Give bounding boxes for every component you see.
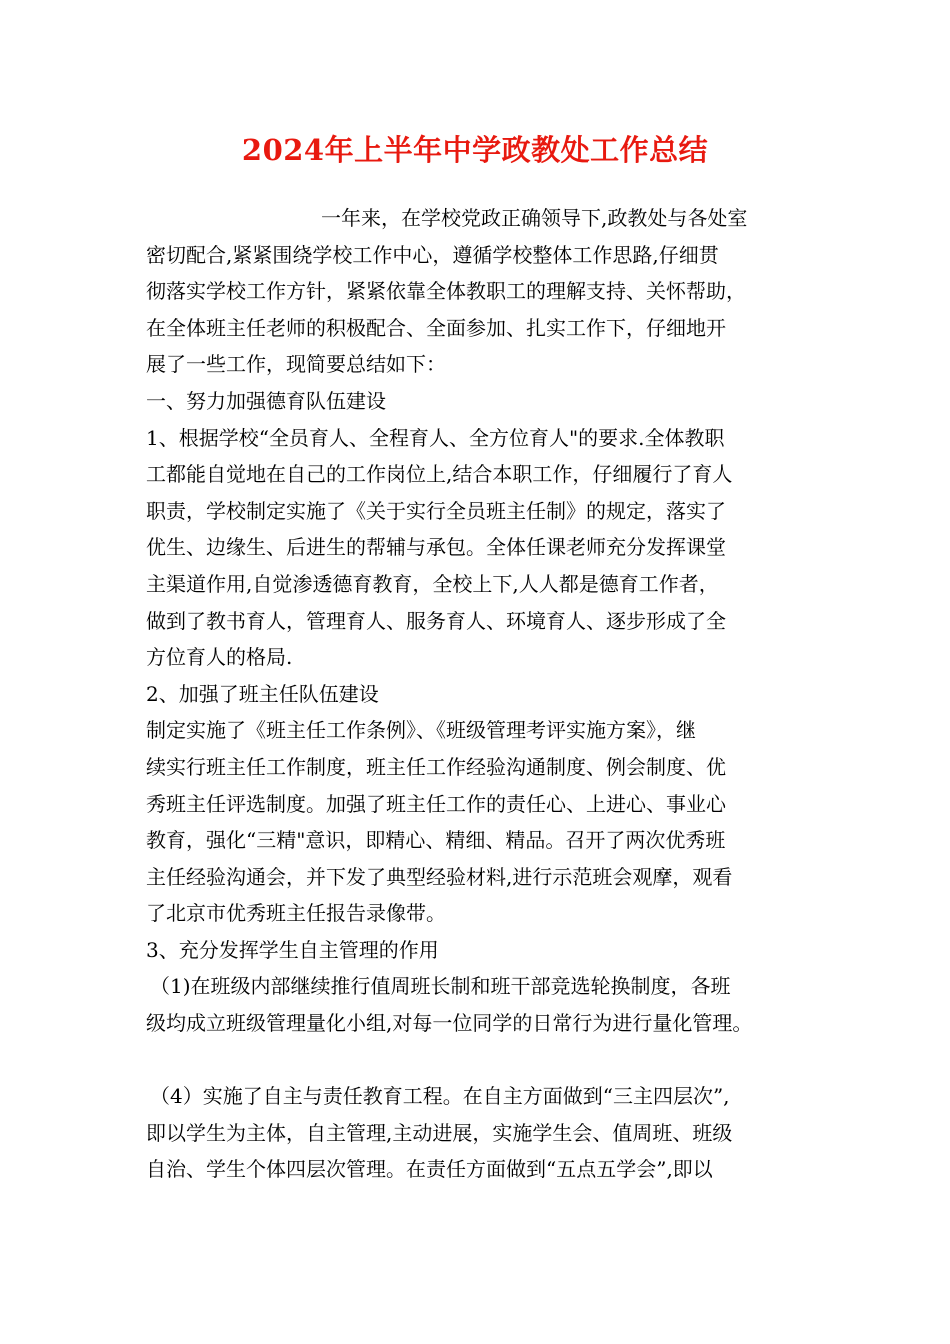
paragraph-line: 主任经验沟通会，并下发了典型经验材料,进行示范班会观摩，观看	[146, 864, 733, 889]
subsection-heading: 2、加强了班主任队伍建设	[146, 681, 379, 706]
paragraph-line: 制定实施了《班主任工作条例》、《班级管理考评实施方案》，继	[146, 718, 696, 743]
paragraph-line: 彻落实学校工作方针，紧紧依靠全体教职工的理解支持、关怀帮助，	[146, 279, 746, 304]
paragraph-line: 密切配合,紧紧围绕学校工作中心，遵循学校整体工作思路,仔细贯	[146, 242, 719, 267]
paragraph-line: 职责，学校制定实施了《关于实行全员班主任制》的规定，落实了	[146, 498, 726, 523]
paragraph-line: 工都能自觉地在自己的工作岗位上,结合本职工作，仔细履行了育人	[146, 462, 733, 487]
paragraph-line: （1)在班级内部继续推行值周班长制和班干部竞选轮换制度，各班	[150, 974, 731, 999]
paragraph-line: 在全体班主任老师的积极配合、全面参加、扎实工作下，仔细地开	[146, 315, 726, 340]
paragraph-line: 了北京市优秀班主任报告录像带。	[146, 901, 446, 926]
paragraph-line: 展了一些工作，现简要总结如下：	[146, 352, 446, 377]
paragraph-line: 级均成立班级管理量化小组,对每一位同学的日常行为进行量化管理。	[146, 1011, 753, 1036]
paragraph-line: 自治、学生个体四层次管理。在责任方面做到“五点五学会”,即以	[146, 1157, 713, 1182]
subsection-heading: 3、充分发挥学生自主管理的作用	[146, 937, 439, 962]
document-body	[146, 200, 836, 1188]
paragraph-line: 做到了教书育人，管理育人、服务育人、环境育人、逐步形成了全	[146, 608, 726, 633]
paragraph-line: 方位育人的格局.	[146, 645, 293, 670]
paragraph-line: 优生、边缘生、后进生的帮辅与承包。全体任课老师充分发挥课堂	[146, 535, 726, 560]
document-title: 2024年上半年中学政教处工作总结	[241, 133, 709, 167]
paragraph-line: 即以学生为主体，自主管理,主动进展，实施学生会、值周班、班级	[146, 1120, 733, 1145]
section-heading: 一、努力加强德育队伍建设	[146, 388, 386, 413]
paragraph-line: 教育，强化“三精"意识，即精心、精细、精品。召开了两次优秀班	[146, 828, 726, 853]
paragraph-line: 主渠道作用,自觉渗透德育教育，全校上下,人人都是德育工作者，	[146, 571, 719, 596]
paragraph-line: 一年来，在学校党政正确领导下,政教处与各处室	[321, 206, 748, 230]
paragraph-line: 续实行班主任工作制度，班主任工作经验沟通制度、例会制度、优	[146, 754, 726, 779]
paragraph-line: 秀班主任评选制度。加强了班主任工作的责任心、上进心、事业心	[146, 791, 726, 816]
paragraph-line: 1、根据学校“全员育人、全程育人、全方位育人"的要求.全体教职	[146, 425, 725, 450]
paragraph-gap	[146, 1042, 836, 1079]
paragraph-line: （4）实施了自主与责任教育工程。在自主方面做到“三主四层次”,	[150, 1084, 730, 1109]
